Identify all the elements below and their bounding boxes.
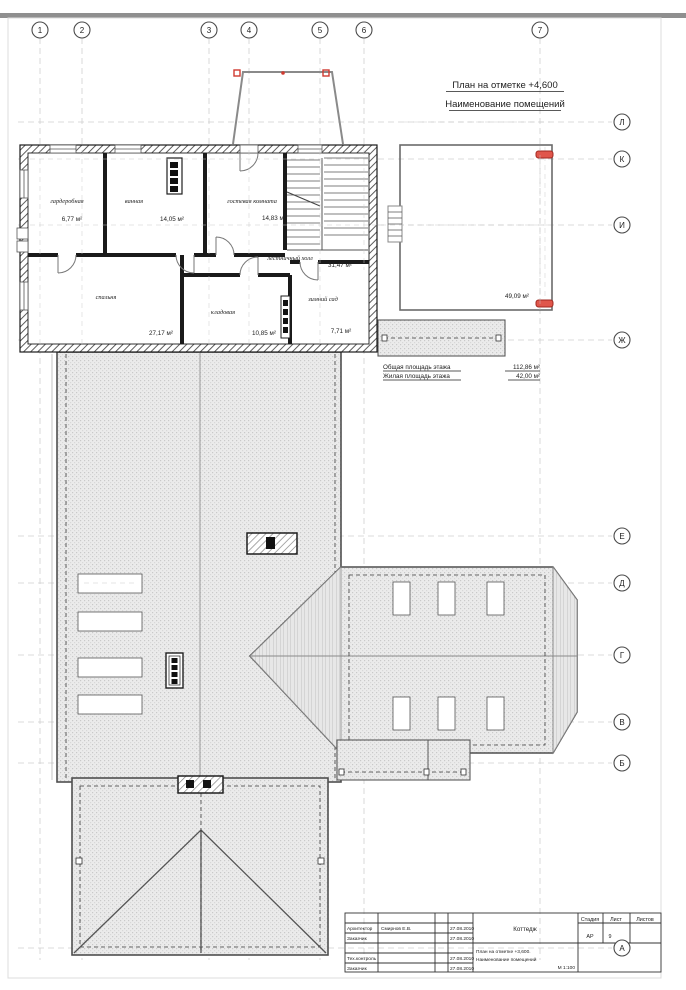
exterior-ladder — [388, 206, 402, 242]
tb-row-date: 27.08.2010 — [450, 937, 475, 942]
room-name: кладовая — [210, 309, 236, 316]
room-name: спальня — [95, 294, 117, 301]
axis-row: К — [619, 155, 625, 164]
hip-roof-post-right — [318, 858, 324, 864]
plan-interior — [28, 153, 369, 344]
tb-sheets-label: Листов — [636, 917, 654, 923]
room-area: 31,47 м² — [328, 262, 352, 269]
title-line-2: Наименование помещений — [445, 99, 565, 110]
summary-label-2: Жилая площадь этажа — [383, 373, 450, 380]
summary-value-1: 112,86 м² — [513, 364, 540, 371]
vent-shaft-storage — [281, 296, 290, 338]
room-name: зимний сад — [308, 296, 338, 303]
chimney-bottom — [178, 776, 223, 793]
axis-col: 2 — [79, 26, 85, 35]
wing-porch-roof — [337, 740, 470, 780]
room-area: 14,05 м² — [160, 216, 184, 223]
room-name: лестничный холл — [267, 255, 313, 262]
tb-row-label: Тех.контроль — [347, 957, 377, 962]
terrace-marker-top — [536, 151, 553, 158]
main-roof — [52, 352, 341, 782]
axis-row: Ж — [618, 336, 626, 345]
room-name: гардеробная — [50, 198, 84, 205]
terrace-area: 49,09 м² — [505, 293, 529, 300]
axis-row: Б — [619, 759, 625, 768]
axis-row: В — [619, 718, 625, 727]
tb-row-name: Смирнов Е.В. — [381, 927, 412, 932]
bottom-hip-roof — [72, 776, 328, 955]
axis-row: Е — [619, 532, 625, 541]
summary-value-2: 42,00 м² — [516, 373, 540, 380]
axis-col: 1 — [37, 26, 43, 35]
tb-sheet-label: Лист — [610, 917, 622, 923]
axis-col: 6 — [361, 26, 367, 35]
terrace-marker-bottom — [536, 300, 553, 307]
tb-stage-label: Стадия — [580, 917, 600, 923]
axis-col: 5 — [317, 26, 323, 35]
room-name: ванная — [124, 198, 144, 205]
bay-marker-center — [281, 71, 285, 75]
tb-sheet-title-2: Наименование помещений — [476, 958, 537, 963]
axis-row: Д — [619, 579, 625, 588]
room-area: 27,17 м² — [149, 330, 173, 337]
tb-row-date: 27.08.2010 — [450, 957, 475, 962]
lower-roof-strip-right — [378, 320, 505, 356]
axis-col: 7 — [537, 26, 543, 35]
summary-label-1: Общая площадь этажа — [383, 364, 451, 371]
title-line-1: План на отметке +4,600 — [452, 80, 558, 91]
tb-row-label: Заказчик — [347, 937, 367, 942]
hip-roof-post-left — [76, 858, 82, 864]
axis-row: И — [619, 221, 625, 230]
axis-col: 3 — [206, 26, 212, 35]
tb-row-date: 27.08.2010 — [450, 967, 475, 972]
room-area: 7,71 м² — [330, 328, 352, 335]
tb-scale: М 1:100 — [557, 966, 575, 971]
room-area: 6,77 м² — [61, 216, 83, 223]
vent-shaft-bath — [167, 158, 182, 194]
tb-sheet-title-1: План на отметке +3,600. — [476, 950, 531, 955]
tb-row-label: Архитектор — [347, 927, 373, 932]
axis-row: Л — [619, 118, 625, 127]
room-area: 10,85 м² — [252, 330, 276, 337]
tb-sheet-value: 9 — [608, 934, 612, 940]
tb-row-date: 27.08.2010 — [450, 927, 475, 932]
hip-roof-outline — [72, 778, 328, 955]
axis-row: Г — [619, 651, 625, 660]
room-name: гостевая комната — [227, 198, 277, 205]
tb-project: Коттедж — [513, 926, 537, 933]
axis-row: А — [619, 944, 625, 953]
tb-stage-value: АР — [586, 934, 594, 940]
page-top-bar — [0, 13, 686, 18]
chimney-horizontal — [247, 533, 297, 554]
room-area: 14,83 м² — [262, 215, 286, 222]
vent-shaft-roof — [166, 653, 183, 688]
axis-col: 4 — [246, 26, 252, 35]
main-roof-outline — [57, 352, 341, 782]
tb-row-label: Заказчик — [347, 967, 367, 972]
